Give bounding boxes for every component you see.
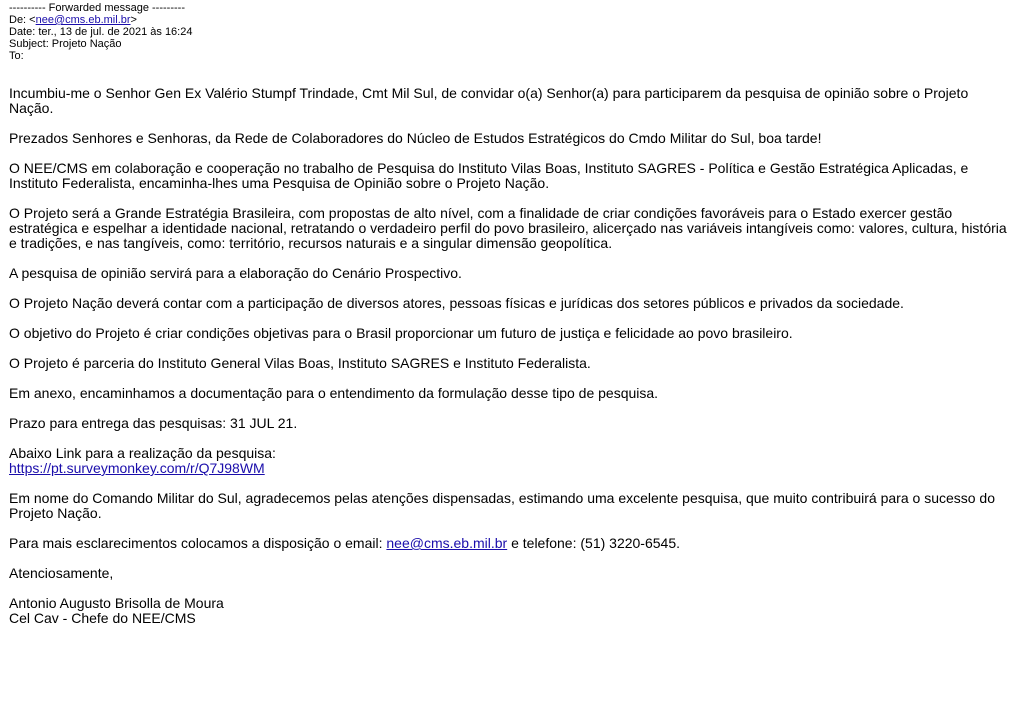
paragraph-greeting: Prezados Senhores e Senhoras, da Rede de Colaboradores do Núcleo de Estudos Estratégicos do Cmdo Militar do Sul, boa tarde! [9,130,822,146]
from-suffix: > [130,14,137,26]
signature [9,596,1014,626]
from-email-link[interactable]: nee@cms.eb.mil.br [35,14,131,26]
paragraph-participation: O Projeto Nação deverá contar com a participação de diversos atores, pessoas físicas e jurídicas dos setores públicos e privados da sociedade. [9,295,904,311]
paragraph-contact [9,536,1014,551]
subject-row: Subject: Projeto Nação [9,38,122,50]
paragraph-closing: Atenciosamente, [9,565,114,581]
paragraph-objective: O objetivo do Projeto é criar condições objetivas para o Brasil proporcionar um futuro de justiça e felicidade ao povo brasileiro. [9,325,793,341]
paragraph-attachment: Em anexo, encaminhamos a documentação para o entendimento da formulação desse tipo de pesquisa. [9,385,659,401]
signature-title: Cel Cav - Chefe do NEE/CMS [9,610,196,626]
survey-link-intro: Abaixo Link para a realização da pesquisa: [9,445,276,461]
forwarded-label: ---------- Forwarded message --------- [9,2,185,14]
contact-email-link[interactable]: nee@cms.eb.mil.br [386,535,508,551]
contact-suffix: e telefone: (51) 3220-6545. [507,535,680,551]
paragraph-partnership: O Projeto é parceria do Instituto General Vilas Boas, Instituto SAGRES e Instituto Federalista. [9,355,591,371]
forwarded-header [9,2,1014,62]
signature-name: Antonio Augusto Brisolla de Moura [9,595,224,611]
from-row [9,14,1014,26]
from-label: De: < [9,14,36,26]
paragraph-survey-link [9,446,1014,476]
paragraph-invitation: Incumbiu-me o Senhor Gen Ex Valério Stumpf Trindade, Cmt Mil Sul, de convidar o(a) Senhor(a) para participarem da pesquisa de opinião sobre o Projeto Nação. [9,85,969,116]
paragraph-purpose: A pesquisa de opinião servirá para a elaboração do Cenário Prospectivo. [9,265,462,281]
email-body [9,86,1014,626]
email-message [9,2,1014,626]
contact-prefix: Para mais esclarecimentos colocamos a disposição o email: [9,535,387,551]
paragraph-project-description: O Projeto será a Grande Estratégia Brasileira, com propostas de alto nível, com a finalidade de criar condições favoráveis para o Estado exercer gestão estratégica e espelhar a identidade nacional, retratando o verdadeiro perfil do povo brasileiro, alicerçado nas variáveis intangíveis como: valores, cultura, história e tradições, e nas tangíveis, como: território, recursos naturais e a singular dimensão geopolítica. [9,205,1007,251]
paragraph-deadline: Prazo para entrega das pesquisas: 31 JUL 21. [9,415,298,431]
paragraph-thanks: Em nome do Comando Militar do Sul, agradecemos pelas atenções dispensadas, estimando uma excelente pesquisa, que muito contribuirá para o sucesso do Projeto Nação. [9,490,996,521]
to-row: To: [9,50,24,62]
survey-link[interactable]: https://pt.surveymonkey.com/r/Q7J98WM [9,460,265,476]
paragraph-collaboration: O NEE/CMS em colaboração e cooperação no trabalho de Pesquisa do Instituto Vilas Boas, Instituto SAGRES - Política e Gestão Estratégica Aplicadas, e Instituto Federalista, encaminha-lhes uma Pesquisa de Opinião sobre o Projeto Nação. [9,160,969,191]
date-row: Date: ter., 13 de jul. de 2021 às 16:24 [9,26,193,38]
